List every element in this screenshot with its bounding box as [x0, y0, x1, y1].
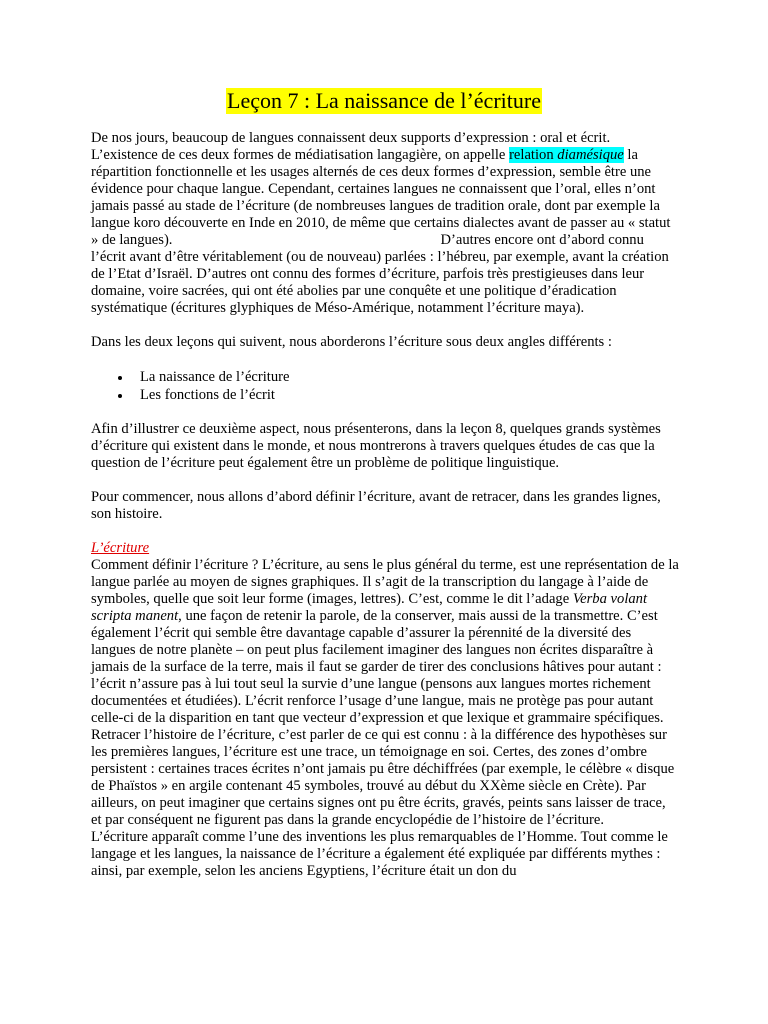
paragraph-gap: [91, 404, 679, 421]
paragraph-gap: [91, 317, 679, 334]
highlighted-term-plain: relation: [509, 147, 558, 163]
section-heading: L’écriture: [91, 540, 150, 556]
intro-text-b: la répartition fonctionnelle et les usages alternés de ces deux formes d’expression, semble être une évidence pour chaque langue. Cependant, certaines langues ne connaissent que l’oral, elles n’ont jamais passé au stade de l’écriture (de nombreuses langues de tradition orale, dont par exemple la langue koro découverte en Inde en 2010, de même que certains dialectes avant de passer au « statut » de langues).: [91, 147, 671, 248]
intro-text-a: De nos jours, beaucoup de langues connaissent deux supports d’expression : oral et écrit. L’existence de ces deux formes de médiatisation langagière, on appelle: [91, 130, 611, 163]
paragraph-angles: Dans les deux leçons qui suivent, nous aborderons l’écriture sous deux angles différents :: [91, 334, 612, 350]
paragraph-intro: [91, 130, 679, 317]
paragraph-definition: [91, 557, 679, 727]
page-title: Leçon 7 : La naissance de l’écriture: [227, 88, 541, 113]
list-item: [91, 386, 679, 404]
intro-text-c: D’autres encore ont d’abord connu l’écrit avant d’être véritablement (ou de nouveau) parlées : l’hébreu, par exemple, avant la création de l’Etat d’Israël. D’autres ont connu des formes d’écriture, parfois très prestigieuses dans leur domaine, voire sacrées, qui ont été abolies par une conquête et une politique d’éradication systématique (écritures glyphiques de Méso-Amérique, notamment l’écriture maya).: [91, 232, 669, 316]
section-heading-line: [91, 540, 679, 557]
definition-text-b: , une façon de retenir la parole, de la conserver, mais aussi de la transmettre. C’est également l’écrit qui semble être davantage capable d’assurer la pérennité de la diversité des langues de notre planète – on peut plus facilement imaginer des langues non écrites disparaître à jamais de la surface de la terre, mais il faut se garder de tirer des conclusions hâtives pour autant : l’écrit n’assure pas à lui tout seul la survie d’une langue (pensons aux langues mortes richement documentées et étudiées). L’écrit renforce l’usage d’une langue, mais ne protège pas pour autant celle-ci de la disparition en tant que vecteur d’expression et que lexique et grammaire spécifiques.: [91, 608, 664, 726]
highlighted-term: [509, 147, 624, 163]
bullet-icon: [118, 376, 122, 380]
list-item: [91, 368, 679, 386]
latin-adage: Verba volant scripta manent: [91, 591, 648, 624]
bullet-icon: [118, 394, 122, 398]
paragraph-gap: [91, 523, 679, 540]
paragraph-systems: Afin d’illustrer ce deuxième aspect, nous présenterons, dans la leçon 8, quelques grands systèmes d’écriture qui existent dans le monde, et nous montrerons à travers quelques études de cas que la question de l’écriture peut également être un problème de politique linguistique.: [91, 421, 661, 471]
paragraph-gap: [91, 472, 679, 489]
definition-text-a: Comment définir l’écriture ? L’écriture, au sens le plus général du terme, est une représentation de la langue parlée au moyen de signes graphiques. Il s’agit de la transcription du langage à l’aide de symboles, quelle que soit leur forme (images, lettres). C’est, comme le dit l’adage: [91, 557, 679, 607]
paragraph-gap: [91, 351, 679, 368]
highlighted-term-italic: diamésique: [557, 147, 624, 163]
paragraph-plan: Pour commencer, nous allons d’abord définir l’écriture, avant de retracer, dans les grandes lignes, son histoire.: [91, 489, 661, 522]
bullet-list: [91, 368, 679, 404]
title-container: [0, 88, 768, 114]
list-item-label: Les fonctions de l’écrit: [140, 387, 275, 403]
document-body: [91, 130, 679, 880]
paragraph-invention: L’écriture apparaît comme l’une des inventions les plus remarquables de l’Homme. Tout comme le langage et les langues, la naissance de l’écriture a également été expliquée par différents mythes : ainsi, par exemple, selon les anciens Egyptiens, l’écriture était un don du: [91, 829, 668, 879]
list-item-label: La naissance de l’écriture: [140, 369, 290, 385]
paragraph-history: Retracer l’histoire de l’écriture, c’est parler de ce qui est connu : à la différence des hypothèses sur les premières langues, l’écriture est une trace, un témoignage en soi. Certes, des zones d’ombre persistent : certaines traces écrites n’ont jamais pu être déchiffrées (par exemple, le célèbre « disque de Phaïstos » en argile contenant 45 symboles, trouvé au début du XXème siècle en Crète). Par ailleurs, on peut imaginer que certains signes ont pu être écrits, gravés, peints sans laisser de trace, et par conséquent ne figurent pas dans la grande encyclopédie de l’histoire de l’écriture.: [91, 727, 675, 828]
